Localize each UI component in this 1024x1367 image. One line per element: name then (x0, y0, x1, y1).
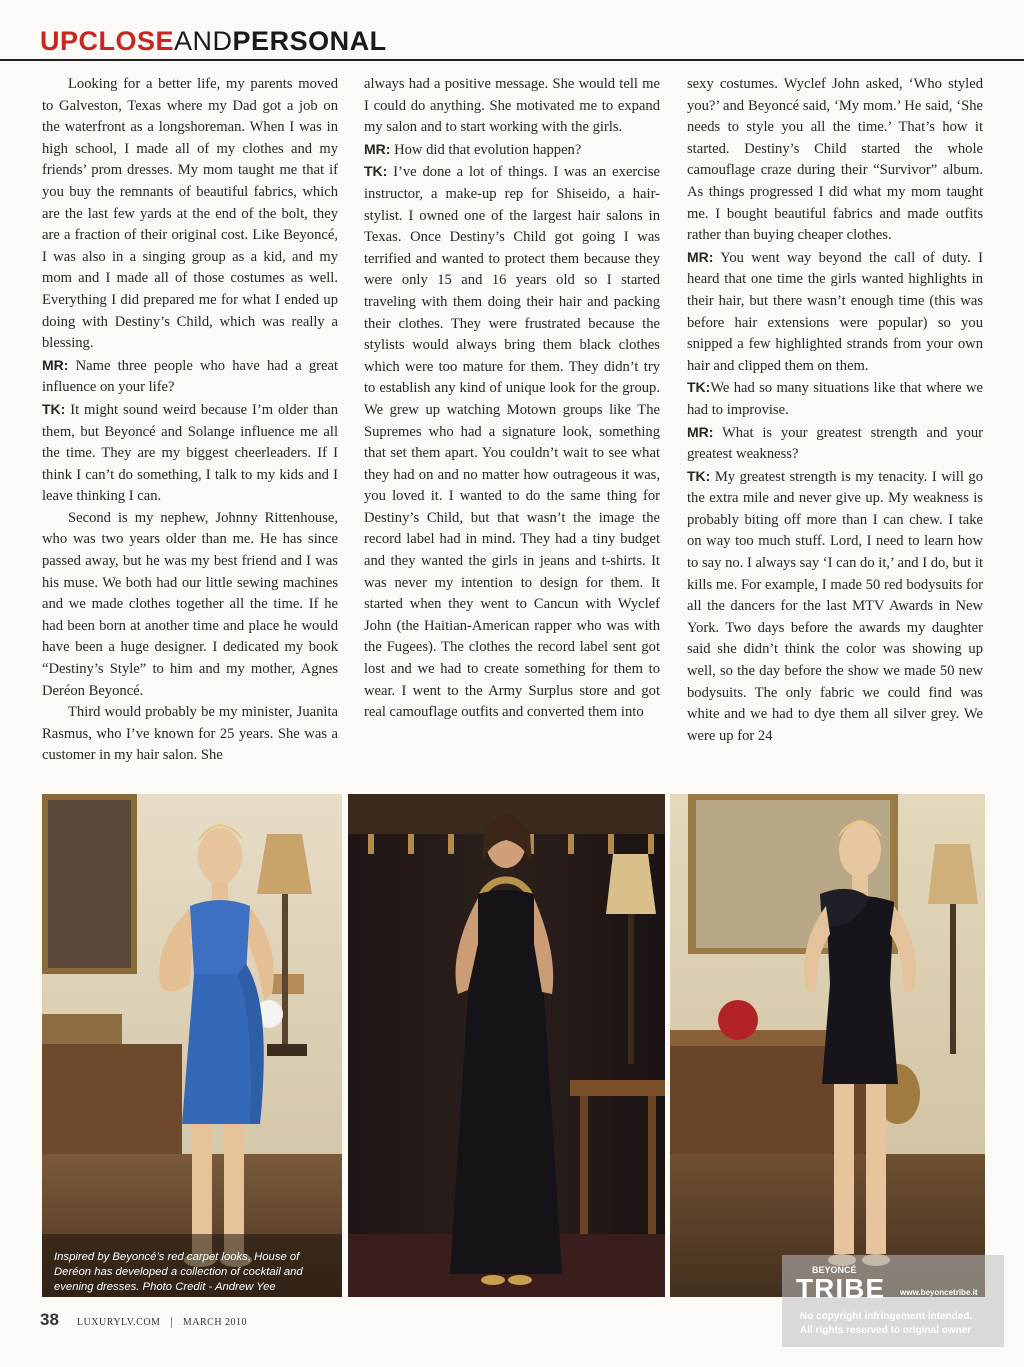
speaker-label: TK: (687, 379, 711, 396)
page-footer (40, 1310, 247, 1330)
article-paragraph (42, 355, 338, 399)
speaker-label: MR: (42, 356, 69, 373)
footer-issue: MARCH 2010 (182, 1317, 248, 1328)
footer-site: LUXURYLV.COM (76, 1317, 161, 1328)
article-paragraph (687, 422, 983, 466)
header-personal: PERSONAL (232, 26, 387, 56)
article-paragraph (42, 74, 338, 355)
paragraph-text: Name three people who have had a great influence on your life? (42, 357, 338, 396)
paragraph-text: sexy costumes. Wyclef John asked, ‘Who styled you?’ and Beyoncé said, ‘My mom.’ He said, ‘She needs to style you all the time.’ That’s how it started. Destiny’s Child started the whole camouflage craze during their “Survivor” album. As things progressed I did what my mom taught me. I bought beautiful fabrics and made outfits rather than buying cheaper clothes. (687, 76, 983, 244)
speaker-label: TK: (42, 400, 66, 417)
article-paragraph (364, 74, 660, 139)
photo-blue-dress-illustration (42, 794, 342, 1297)
speaker-label: TK: (364, 163, 388, 180)
article-paragraph (687, 247, 983, 378)
paragraph-text: Looking for a better life, my parents moved to Galveston, Texas where my Dad got a job on the waterfront as a longshoreman. When I was in high school, I made all of my clothes and my friends’ prom dresses. My mom taught me that if you buy the remnants of beautiful fabrics, which are the last few yards at the end of the bolt, they are a fraction of their original cost. Like Beyoncé, I was also in a singing group as a kid, and my mom and I made all of those costumes as well. Everything I did prepared me for what I ended up doing with Destiny’s Child, which was really a blessing. (42, 76, 338, 352)
article-paragraph (364, 161, 660, 723)
section-header (40, 26, 387, 56)
article-column-2 (364, 74, 660, 724)
paragraph-text: It might sound weird because I’m older than them, but Beyoncé and Solange influence me all the time. They are my biggest cheerleaders. If I think I can’t do something, I talk to my kids and I leave thinking I can. (42, 401, 338, 505)
paragraph-text: We had so many situations like that where we had to improvise. (687, 380, 983, 418)
paragraph-text: Third would probably be my minister, Juanita Rasmus, who I’ve known for 25 years. She was a customer in my hair salon. She (42, 704, 338, 764)
article-paragraph (42, 508, 338, 702)
page-number: 38 (40, 1310, 59, 1329)
speaker-label: MR: (687, 423, 714, 440)
speaker-label: TK: (687, 467, 711, 484)
article-paragraph (42, 702, 338, 767)
photo-black-gown (348, 794, 665, 1297)
paragraph-text: What is your greatest strength and your greatest weakness? (687, 424, 983, 463)
article-column-3 (687, 74, 983, 747)
watermark-overlay (782, 1255, 1004, 1347)
header-upclose: UPCLOSE (40, 26, 175, 56)
header-and: AND (174, 26, 233, 56)
paragraph-text: My greatest strength is my tenacity. I will go the extra mile and never give up. My weakness is probably biting off more than I can chew. I take on way too much stuff. Lord, I need to learn how to say no. I always say ‘I can do it,’ and I do, but it kills me. For example, I made 50 red bodysuits for all the dancers for the last MTV Awards in New York. Two days before the awards my daughter said she didn’t think the color was showing up well, so the day before the show we made 50 new bodysuits. The only fabric we could find was white and we had to dye them all silver grey. We were up for 24 (687, 468, 983, 744)
speaker-label: MR: (687, 248, 714, 265)
paragraph-text: Second is my nephew, Johnny Rittenhouse, who was two years older than me. He has since passed away, but he was my best friend and I was his muse. We both had our little sewing machines and we made clothes together all the time. If he had been born at another time and place he would have been a huge designer. I dedicated my book “Destiny’s Style” to him and my mother, Agnes Deréon Beyoncé. (42, 509, 338, 699)
article-paragraph (42, 399, 338, 508)
footer-separator: | (170, 1314, 173, 1328)
photo-black-cocktail-dress-illustration (670, 794, 985, 1297)
header-rule (0, 59, 1024, 61)
watermark-notice-2: All rights reserved to original owner (800, 1325, 972, 1336)
article-column-1 (42, 74, 338, 767)
photo-blue-dress (42, 794, 342, 1297)
photo-black-gown-illustration (348, 794, 665, 1297)
watermark-brand: BEYONCÉ (812, 1265, 857, 1275)
article-paragraph (364, 139, 660, 162)
paragraph-text: I’ve done a lot of things. I was an exercise instructor, a make-up rep for Shiseido, a hair-stylist. I owned one of the largest hair salons in Texas. Once Destiny’s Child got going I was terrified and wanted to protect them because they were only 15 and 16 years old so I started traveling with them doing their hair and packing their clothes. They were frustrated because the stylists would always bring them black clothes which were too mature for them. They didn’t try to establish any kind of unique look for the group. We grew up watching Motown groups like The Supremes who had a signature look, something that set them apart. You couldn’t wait to see what they had on and no matter how outrageous it was, you loved it. I wanted to do the same thing for Destiny’s Child, but that wasn’t the image the record label had in mind. They had a tiny budget and they wanted the girls in jeans and t-shirts. It was never my intention to design for them. It started when they went to Cancun with Wyclef John (the Haitian-American rapper who was with the Fugees). The clothes the record label sent got lost and we had to create something for them to wear. I went to the Army Surplus store and got real camouflage outfits and converted them into (364, 164, 660, 721)
photo-caption: Inspired by Beyoncé’s red carpet looks, House of Deréon has developed a collection of cocktail and evening dresses. Photo Credit - Andrew Yee (54, 1251, 303, 1293)
article-paragraph (687, 377, 983, 421)
paragraph-text: You went way beyond the call of duty. I heard that one time the girls wanted highlights in their hair, but there wasn’t enough time (this was before hair extensions were popular) so you snipped a few highlighted strands from your own hair and clipped them on them. (687, 249, 983, 374)
paragraph-text: How did that evolution happen? (390, 141, 582, 158)
watermark-url: www.beyoncetribe.it (900, 1288, 978, 1297)
article-paragraph (687, 466, 983, 748)
photo-black-cocktail-dress (670, 794, 985, 1297)
article-paragraph (687, 74, 983, 247)
watermark-notice-1: No copyright infringement intended. (800, 1311, 973, 1322)
paragraph-text: always had a positive message. She would tell me I could do anything. She motivated me to expand my salon and to start working with the girls. (364, 76, 660, 136)
speaker-label: MR: (364, 140, 391, 157)
watermark-name: TRIBE (796, 1273, 885, 1304)
